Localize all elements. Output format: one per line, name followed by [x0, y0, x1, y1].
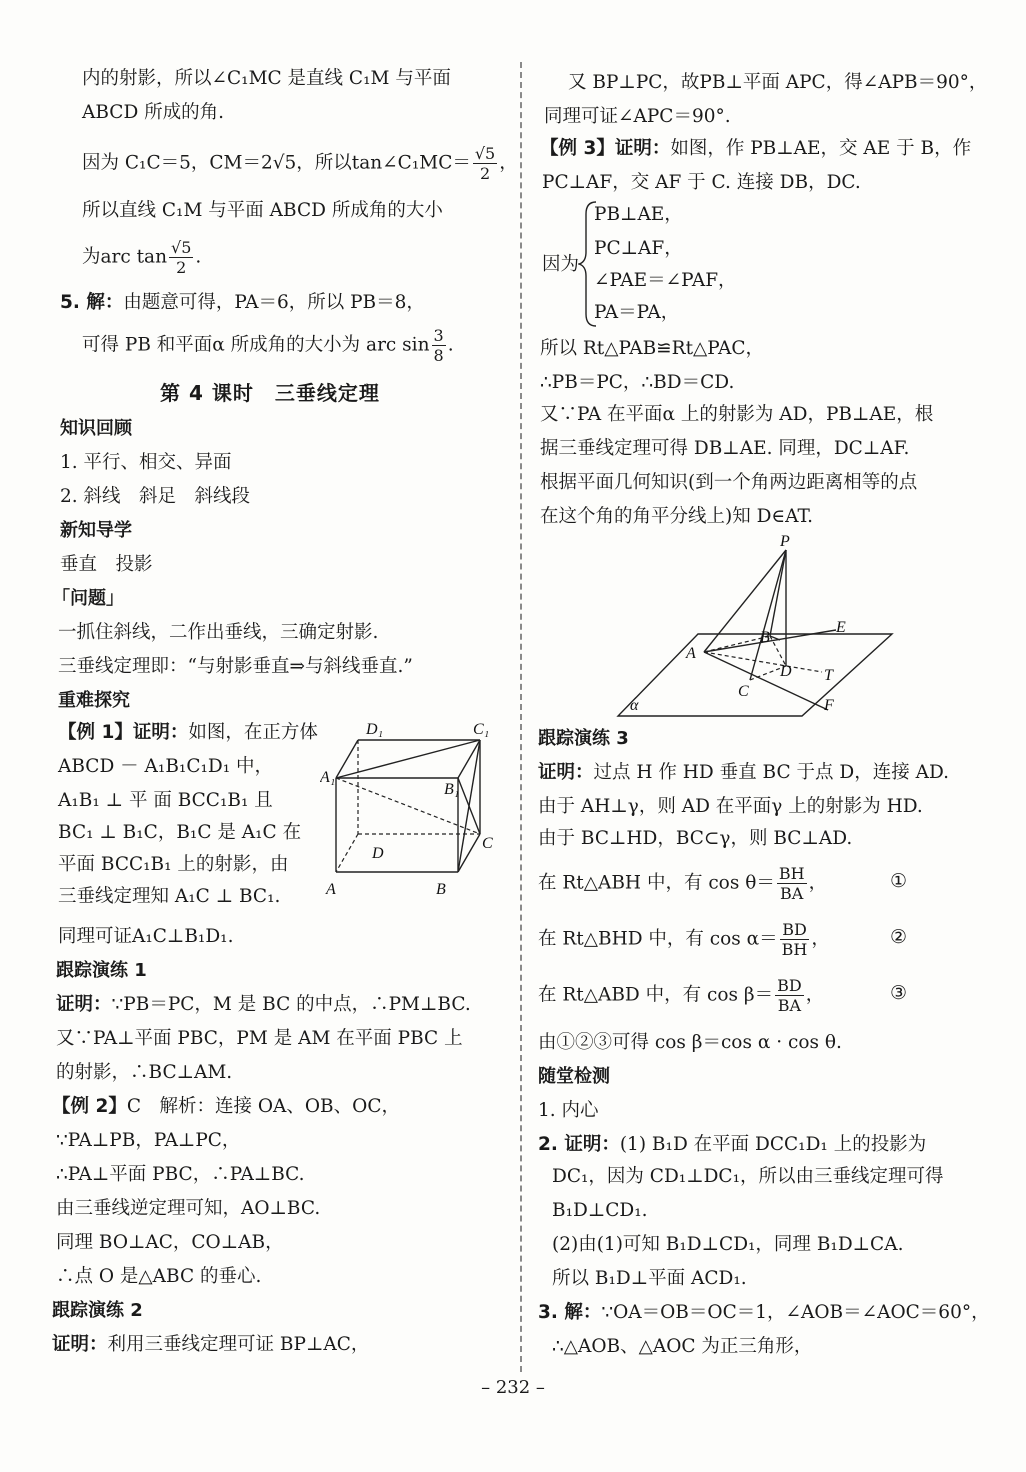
vertex-label: B: [436, 881, 446, 898]
text-span: 因为 C₁C＝5，CM＝2√5，所以tan∠C₁MC＝: [82, 152, 471, 174]
segment-PA: [704, 550, 786, 652]
text-line: 所以 B₁D⊥平面 ACD₁.: [552, 1268, 747, 1289]
ray-AT: [704, 652, 822, 672]
text-span: 可得 PB 和平面α 所成角的大小为 arc sin: [82, 334, 430, 356]
track-2-line: [52, 1332, 369, 1358]
question-label: 5. 解：: [60, 292, 124, 313]
equation-2: [538, 920, 830, 959]
text-line: 三垂线定理即：“与射影垂直⇒与斜线垂直.”: [58, 656, 413, 677]
fraction-numerator: √5: [171, 238, 192, 257]
text-line: ∴PA⊥平面 PBC，∴PA⊥BC.: [56, 1164, 305, 1185]
answer: C 解析：: [126, 1096, 215, 1117]
text-line: 同理 BO⊥AC，CO⊥AB，: [56, 1232, 284, 1253]
text-span: ∵PB＝PC，M 是 BC 的中点，∴PM⊥BC.: [111, 994, 471, 1015]
vertex-label: A: [326, 881, 336, 898]
proof-label: 证明：: [52, 1334, 108, 1355]
column-divider: [520, 62, 522, 1372]
text-span: .: [447, 334, 454, 356]
text-line: ABCD 所成的角.: [82, 102, 225, 123]
fraction-denominator: 2: [479, 164, 491, 183]
page-number: – 232 –: [481, 1377, 545, 1398]
example-2: [52, 1094, 400, 1120]
text-span: 由题意可得，PA＝6，所以 PB＝8，: [123, 292, 425, 313]
point-label: F: [824, 697, 834, 714]
vertex-label: C₁: [473, 721, 490, 738]
text-line: 所以 Rt△PAB≌Rt△PAC，: [540, 338, 765, 359]
cube-figure: [320, 716, 500, 902]
text-span: 连接 OA、OB、OC，: [214, 1096, 400, 1117]
check-2: [538, 1132, 926, 1158]
point-label: D: [780, 663, 792, 680]
fraction-numerator: √5: [474, 144, 496, 163]
diagonal-A1C1: [336, 740, 480, 778]
text-line: 的射影，∴BC⊥AM.: [56, 1062, 233, 1083]
vertex-label: D₁: [366, 721, 384, 738]
fraction-denominator: BH: [781, 940, 808, 959]
ray-AF: [704, 652, 828, 710]
system-line: PC⊥AF，: [594, 238, 683, 259]
segment-PB: [770, 550, 786, 636]
hidden-edge: [336, 834, 358, 872]
text-line: ∴点 O 是△ABC 的垂心.: [56, 1266, 262, 1287]
text-line: 内的射影，所以∠C₁MC 是直线 C₁M 与平面: [82, 68, 451, 89]
question-5: [60, 290, 425, 316]
text-line: ∵PA⊥PB，PA⊥PC，: [56, 1130, 241, 1151]
proof-label: 证明：: [56, 994, 112, 1015]
text-line: 由三垂线逆定理可知，AO⊥BC.: [56, 1198, 321, 1219]
fraction-denominator: BA: [780, 884, 804, 903]
track-1-line: [56, 992, 471, 1018]
point-label: E: [836, 619, 846, 636]
text-line: 因为: [542, 254, 580, 275]
text-line: 所以直线 C₁M 与平面 ABCD 所成角的大小: [82, 200, 443, 221]
system-line: ∠PAE＝∠PAF，: [594, 270, 737, 291]
example-label: 【例 3】证明：: [540, 138, 671, 159]
text-span: 如图，在正方体: [188, 722, 318, 743]
text-span: 为arc tan: [82, 246, 167, 268]
check-3: [538, 1300, 990, 1326]
heading-track-3: 跟踪演练 3: [538, 728, 629, 749]
point-label: A: [686, 645, 696, 662]
text-span: (1) B₁D 在平面 DCC₁D₁ 上的投影为: [619, 1134, 927, 1155]
text-line: 同理可证A₁C⊥B₁D₁.: [58, 926, 234, 947]
example-label: 【例 2】: [52, 1096, 127, 1117]
text-line: 1. 内心: [538, 1100, 599, 1121]
text-line: PC⊥AF，交 AF 于 C. 连接 DB，DC.: [542, 172, 861, 193]
point-label: P: [780, 533, 790, 550]
text-line: 据三垂线定理可得 DB⊥AE. 同理，DC⊥AF.: [540, 438, 910, 459]
text-span: 在 Rt△ABD 中，有 cos β＝: [538, 984, 774, 1006]
vertex-label: B₁: [444, 781, 460, 798]
text-span: .: [195, 246, 202, 268]
text-line: ∴PB＝PC，∴BD＝CD.: [540, 372, 735, 393]
text-span: ，: [805, 984, 825, 1006]
plane-figure: [610, 530, 910, 720]
fraction-numerator: 3: [433, 326, 444, 345]
vertex-label: C: [482, 835, 493, 852]
heading-hard: 重难探究: [58, 690, 130, 711]
text-line: 由于 BC⊥HD，BC⊂γ，则 BC⊥AD.: [538, 828, 853, 849]
point-label: T: [824, 667, 833, 684]
plane-alpha: [618, 634, 892, 716]
equation-1: [538, 864, 827, 903]
text-line: ∴△AOB、△AOC 为正三角形，: [552, 1336, 813, 1357]
heading-question: 「问题」: [52, 588, 124, 609]
text-line: [82, 326, 454, 365]
fraction-numerator: BD: [780, 920, 810, 940]
system-line: PB⊥AE，: [594, 204, 683, 225]
plane-label: α: [630, 697, 639, 714]
text-line: (2)由(1)可知 B₁D⊥CD₁，同理 B₁D⊥CA.: [552, 1234, 904, 1255]
text-line: 由于 AH⊥γ，则 AD 在平面γ 上的射影为 HD.: [538, 796, 923, 817]
equation-marker: ③: [890, 982, 908, 1004]
fraction: [780, 920, 810, 959]
vertex-label: D: [372, 845, 384, 862]
point-label: B: [760, 629, 770, 646]
example-1: [58, 720, 318, 746]
text-line: 又∵PA 在平面α 上的射影为 AD，PB⊥AE，根: [540, 404, 934, 425]
text-line: 三垂线定理知 A₁C ⊥ BC₁.: [58, 886, 281, 907]
text-line: 由①②③可得 cos β＝cos α · cos θ.: [538, 1032, 842, 1053]
fraction-numerator: BD: [777, 976, 802, 995]
section-title: 第 4 课时 三垂线定理: [160, 381, 380, 405]
cube-edge: [336, 740, 358, 778]
system-line: PA＝PA，: [594, 302, 680, 323]
proof-label: 证明：: [538, 762, 594, 783]
text-span: 在 Rt△BHD 中，有 cos α＝: [538, 928, 778, 950]
equation-3: [538, 976, 824, 1015]
fraction: [432, 326, 446, 365]
fraction-numerator: BH: [778, 864, 805, 883]
text-span: ，: [811, 928, 830, 950]
fraction: [473, 144, 497, 183]
text-line: 又∵PA⊥平面 PBC，PM 是 AM 在平面 PBC 上: [56, 1028, 463, 1049]
text-line: 在这个角的角平分线上)知 D∈AT.: [540, 506, 813, 527]
proof-label: 2. 证明：: [538, 1134, 620, 1155]
equation-marker: ②: [890, 926, 908, 948]
heading-track-1: 跟踪演练 1: [56, 960, 147, 981]
heading-check: 随堂检测: [538, 1066, 610, 1087]
text-line: 垂直 投影: [60, 554, 153, 575]
text-line: [82, 238, 201, 277]
fraction: [775, 976, 804, 1015]
fraction-denominator: 2: [176, 258, 187, 277]
heading-track-2: 跟踪演练 2: [52, 1300, 143, 1321]
text-line: 同理可证∠APC＝90°.: [544, 106, 731, 127]
text-line: 一抓住斜线，二作出垂线，三确定射影.: [58, 622, 379, 643]
example-label: 【例 1】证明：: [58, 722, 189, 743]
text-span: 过点 H 作 HD 垂直 BC 于点 D，连接 AD.: [593, 762, 950, 783]
track-3-line: [538, 760, 949, 786]
fraction: [777, 864, 807, 903]
point-label: C: [738, 683, 749, 700]
equation-marker: ①: [890, 870, 908, 892]
example-3: [540, 136, 971, 162]
text-line: 2. 斜线 斜足 斜线段: [60, 486, 251, 507]
text-span: 在 Rt△ABH 中，有 cos θ＝: [538, 872, 775, 894]
fraction-denominator: BA: [777, 996, 802, 1015]
vertex-label: A₁: [320, 769, 336, 786]
text-line: BC₁ ⊥ B₁C，B₁C 是 A₁C 在: [58, 822, 302, 843]
text-line: ABCD － A₁B₁C₁D₁ 中，: [58, 756, 274, 777]
heading-new: 新知导学: [60, 520, 132, 541]
text-line: 平面 BCC₁B₁ 上的射影，由: [58, 854, 289, 875]
text-span: ，: [499, 152, 518, 174]
text-line: B₁D⊥CD₁.: [552, 1200, 648, 1221]
solution-label: 3. 解：: [538, 1302, 602, 1323]
heading-review: 知识回顾: [60, 418, 132, 439]
text-line: [82, 144, 518, 183]
text-line: DC₁，因为 CD₁⊥DC₁，所以由三垂线定理可得: [552, 1166, 944, 1187]
fraction-denominator: 8: [433, 346, 444, 365]
text-span: 如图，作 PB⊥AE，交 AE 于 B，作: [670, 138, 972, 159]
fraction: [169, 238, 193, 277]
text-line: 又 BP⊥PC，故PB⊥平面 APC，得∠APB＝90°，: [568, 72, 988, 93]
text-line: 1. 平行、相交、异面: [60, 452, 232, 473]
text-span: 利用三垂线定理可证 BP⊥AC，: [107, 1334, 370, 1355]
text-line: 根据平面几何知识(到一个角两边距离相等的点: [540, 472, 918, 493]
text-span: ∵OA＝OB＝OC＝1，∠AOB＝∠AOC＝60°，: [601, 1302, 990, 1323]
text-line: A₁B₁ ⊥ 平 面 BCC₁B₁ 且: [58, 790, 273, 811]
text-span: ，: [808, 872, 828, 894]
